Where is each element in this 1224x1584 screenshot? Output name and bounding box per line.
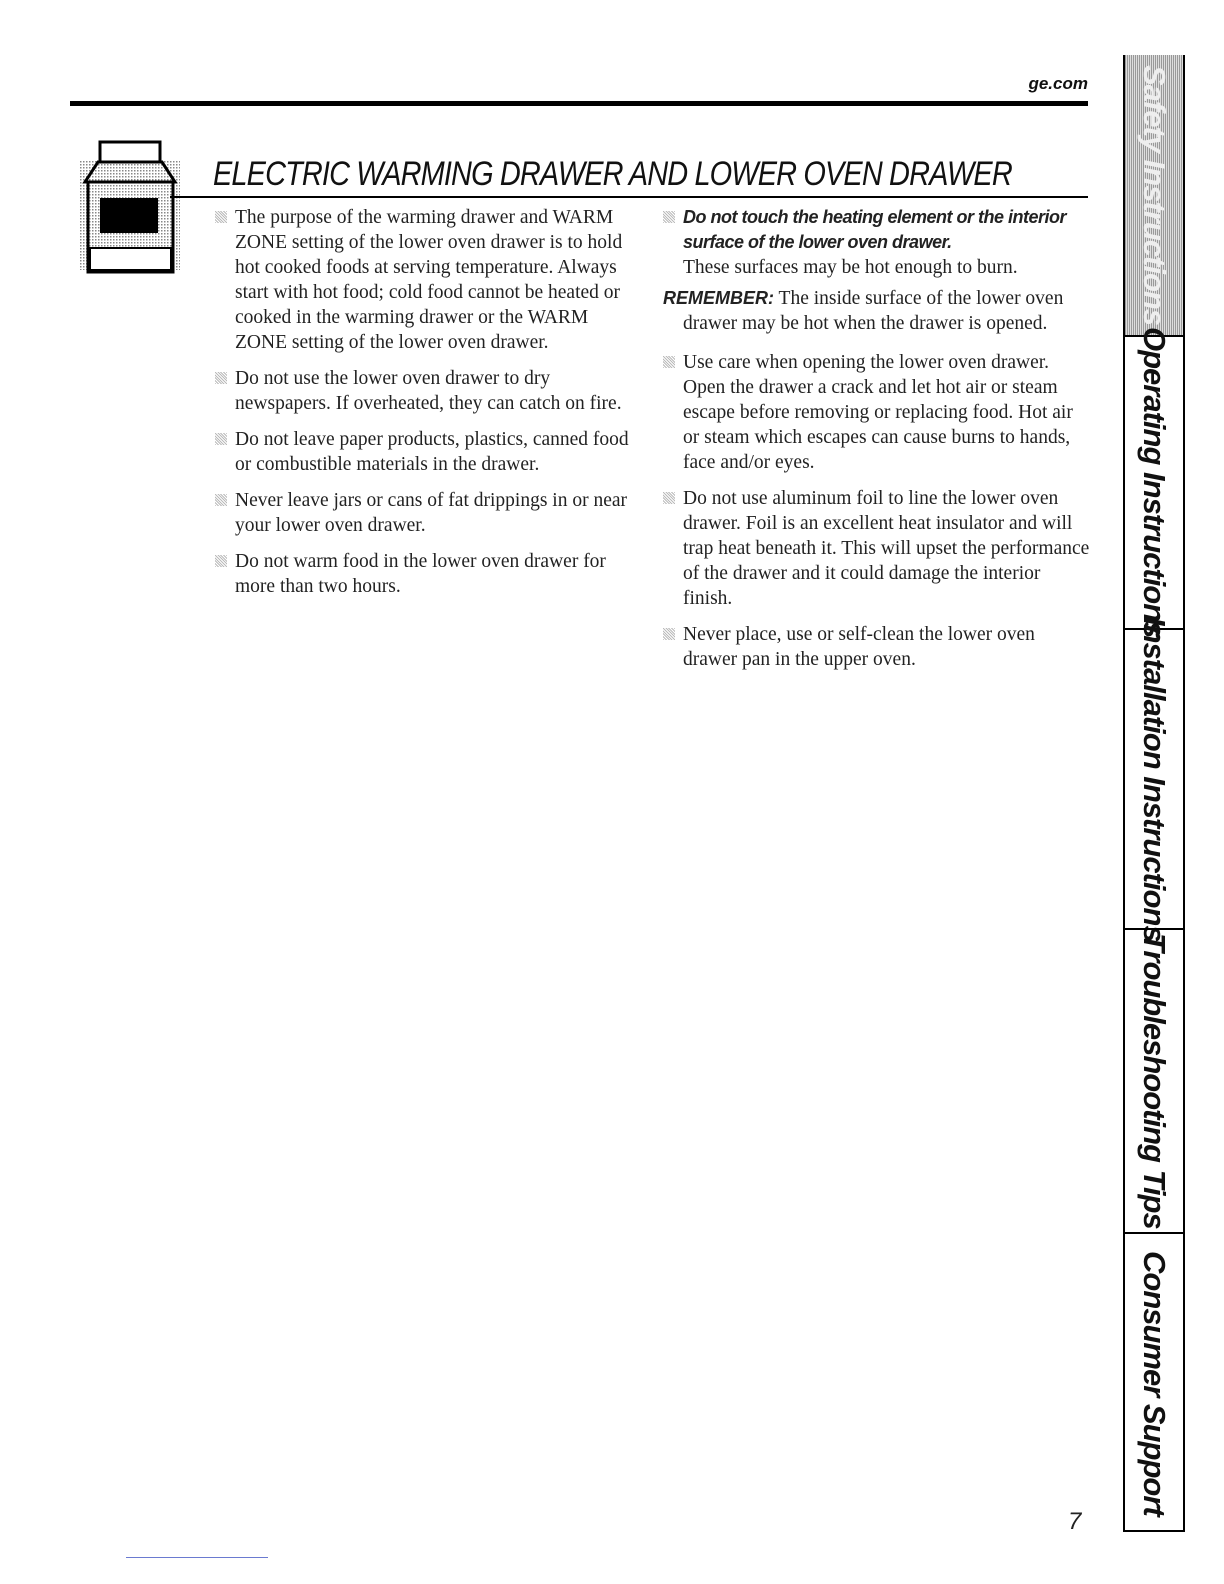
warning-text: These surfaces may be hot enough to burn. [683, 257, 1018, 278]
tab-consumer-support[interactable] [1125, 1232, 1183, 1532]
tab-operating-instructions[interactable] [1125, 327, 1183, 638]
bullet-icon [663, 211, 675, 223]
list-item [663, 622, 1093, 672]
left-column [215, 205, 645, 610]
item-text: Do not leave paper products, plastics, canned food or combustible materials in the drawer. [235, 429, 629, 475]
remember-label: REMEMBER: [663, 288, 774, 308]
tab-installation-instructions[interactable] [1125, 616, 1183, 942]
list-item [215, 488, 645, 538]
list-item [663, 350, 1093, 475]
section-tabs [1123, 55, 1185, 1532]
right-column [663, 205, 1093, 683]
remember-text: The inside surface of the lower oven drawer may be hot when the drawer is opened. [683, 288, 1064, 334]
list-item [215, 205, 645, 355]
tab-safety-instructions[interactable] [1125, 55, 1183, 335]
bullet-icon [215, 494, 227, 506]
list-item [215, 427, 645, 477]
item-text: Never place, use or self-clean the lower oven drawer pan in the upper oven. [683, 624, 1035, 670]
footer-line [126, 1557, 268, 1558]
tab-label: Safety Instructions [1137, 64, 1172, 326]
tab-label: Troubleshooting Tips [1137, 933, 1172, 1229]
bullet-icon [215, 555, 227, 567]
item-text: Never leave jars or cans of fat drippings in or near your lower oven drawer. [235, 490, 628, 536]
page-title: ELECTRIC WARMING DRAWER AND LOWER OVEN DRAWER [213, 155, 1012, 193]
list-item [215, 549, 645, 599]
tab-label: Installation Instructions [1137, 616, 1172, 942]
warning-bold: Do not touch the heating element or the interior surface of the lower oven drawer. [683, 207, 1067, 252]
remember-note [663, 286, 1093, 336]
bullet-icon [663, 628, 675, 640]
tab-label: Consumer Support [1137, 1250, 1172, 1516]
item-text: Do not use the lower oven drawer to dry newspapers. If overheated, they can catch on fire. [235, 368, 622, 414]
item-text: Use care when opening the lower oven drawer. Open the drawer a crack and let hot air or steam escape before removing or replacing food. Hot air or steam which escapes can cause burns to hands, face and/or eyes. [683, 352, 1073, 473]
list-item [663, 486, 1093, 611]
tab-troubleshooting-tips[interactable] [1125, 928, 1183, 1232]
tab-label: Operating Instructions [1137, 327, 1172, 638]
bullet-icon [215, 433, 227, 445]
header-rule [70, 101, 1088, 106]
site-url: ge.com [1028, 74, 1088, 93]
range-stove-icon [80, 140, 180, 275]
item-text: The purpose of the warming drawer and WARM ZONE setting of the lower oven drawer is to hold hot cooked foods at serving temperature. Always start with hot food; cold food cannot be heated or cooked in the warming drawer or the WARM ZONE setting of the lower oven drawer. [235, 207, 623, 353]
warning-item [663, 205, 1093, 280]
bullet-icon [663, 356, 675, 368]
page-number: 7 [1068, 1508, 1082, 1535]
bullet-icon [215, 211, 227, 223]
item-text: Do not use aluminum foil to line the lower oven drawer. Foil is an excellent heat insulator and will trap heat beneath it. This will upset the performance of the drawer and it could damage the interior finish. [683, 488, 1090, 609]
bullet-icon [215, 372, 227, 384]
item-text: Do not warm food in the lower oven drawer for more than two hours. [235, 551, 606, 597]
title-rule [170, 196, 1088, 198]
bullet-icon [663, 492, 675, 504]
list-item [215, 366, 645, 416]
